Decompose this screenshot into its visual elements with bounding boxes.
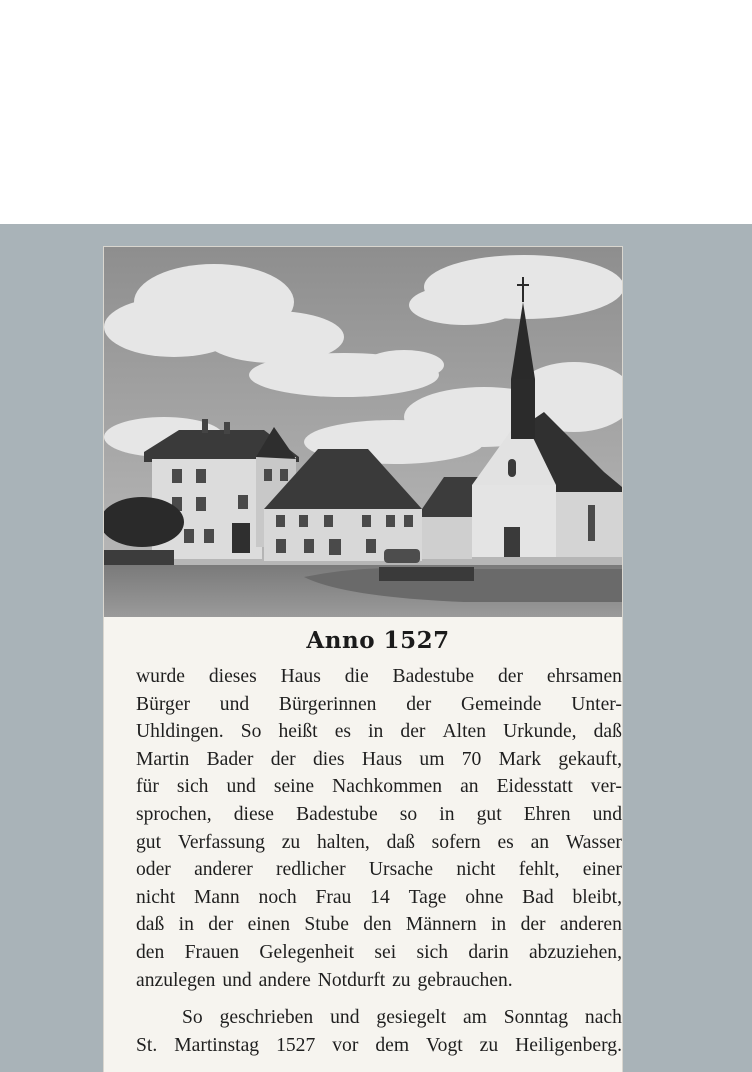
word: Heiligenberg. <box>515 1034 622 1056</box>
word: dieses <box>208 666 257 687</box>
word: Frauen <box>184 941 240 963</box>
word: darin <box>468 941 509 963</box>
word: oder <box>136 859 171 881</box>
word: Bad <box>522 886 554 908</box>
word: in <box>439 803 455 825</box>
text-line <box>136 801 622 829</box>
word: Gelegenheit <box>259 941 355 963</box>
word: die <box>344 666 369 687</box>
word: zu <box>479 1034 499 1056</box>
text-line <box>136 884 622 912</box>
caption-body <box>136 663 622 1059</box>
word: Ursache <box>368 859 434 881</box>
word: ver- <box>590 776 622 798</box>
word: daß <box>593 721 622 743</box>
word: der <box>520 914 546 936</box>
word: Mann <box>194 886 240 908</box>
word: der <box>400 721 426 743</box>
word: Uhldingen. <box>136 721 224 743</box>
text-line: anzulegen und andere Notdurft zu gebrauchen. <box>136 969 513 991</box>
word: Stube <box>304 914 349 936</box>
word: fehlt, <box>518 859 560 881</box>
text-line <box>136 939 622 967</box>
word: zu <box>281 831 301 853</box>
caption-panel <box>104 617 622 1072</box>
word: Bürger <box>136 693 191 715</box>
word: dem <box>375 1034 410 1056</box>
word: Unter- <box>571 693 622 715</box>
paragraph-2 <box>136 1004 622 1059</box>
word: Martinstag <box>174 1034 260 1056</box>
word: Sonntag <box>503 1007 569 1029</box>
word: 70 <box>461 748 482 770</box>
word: am <box>462 1007 487 1029</box>
word: geschrieben <box>219 1007 314 1029</box>
word: Verfassung <box>177 831 265 853</box>
village-photo <box>104 247 622 617</box>
word: gut <box>476 803 502 825</box>
word: ehrsamen <box>546 666 622 687</box>
word: an <box>530 831 550 853</box>
word: und <box>226 776 256 798</box>
word: gekauft, <box>558 748 622 770</box>
word: in <box>368 721 384 743</box>
word: den <box>363 914 392 936</box>
postcard <box>104 247 622 1072</box>
word: es <box>497 831 514 853</box>
car <box>384 549 420 563</box>
word: und <box>592 803 622 825</box>
word: 1527 <box>276 1034 316 1056</box>
word: einer <box>582 859 622 881</box>
word: redlicher <box>276 859 346 881</box>
word: heißt <box>278 721 318 743</box>
word: So <box>182 1007 203 1029</box>
word: Haus <box>280 666 321 687</box>
word: der <box>208 914 234 936</box>
word: bleibt, <box>572 886 622 908</box>
text-line <box>136 856 622 884</box>
photo-illustration <box>104 247 622 617</box>
word: Bürgerinnen <box>278 693 377 715</box>
word: der <box>498 666 524 687</box>
word: sich <box>176 776 209 798</box>
word: an <box>460 776 479 798</box>
word: noch <box>258 886 297 908</box>
word: und <box>219 693 250 715</box>
word: für <box>136 776 159 798</box>
word: vor <box>332 1034 359 1056</box>
word: Mark <box>498 748 542 770</box>
word: Martin <box>136 748 190 770</box>
word: den <box>136 941 165 963</box>
word: dies <box>313 748 345 770</box>
word: Nachkommen <box>332 776 443 798</box>
word: ohne <box>465 886 504 908</box>
word: halten, <box>317 831 370 853</box>
word: Haus <box>361 748 403 770</box>
word: Badestube <box>296 803 378 825</box>
word: Ehren <box>523 803 571 825</box>
word: der <box>406 693 432 715</box>
word: seine <box>273 776 315 798</box>
word: sprochen, <box>136 803 212 825</box>
word: in <box>490 914 507 936</box>
word: diese <box>233 803 274 825</box>
word: nicht <box>456 859 496 881</box>
word: gut <box>136 831 162 853</box>
word: um <box>419 748 445 770</box>
word: sich <box>416 941 449 963</box>
word: Männern <box>405 914 477 936</box>
word: wurde <box>136 666 185 687</box>
word: Wasser <box>565 831 622 853</box>
word: Frau <box>315 886 352 908</box>
word: Alten <box>442 721 487 743</box>
text-line <box>136 911 622 939</box>
word: und <box>330 1007 360 1029</box>
text-line <box>136 718 622 746</box>
word: der <box>270 748 296 770</box>
word: Bader <box>206 748 254 770</box>
text-line <box>136 1004 622 1032</box>
word: Gemeinde <box>460 693 542 715</box>
word: nach <box>584 1007 622 1029</box>
text-line <box>136 829 622 857</box>
word: Urkunde, <box>503 721 577 743</box>
text-line <box>136 691 622 719</box>
word: Badestube <box>392 666 475 687</box>
word: sofern <box>431 831 481 853</box>
word: Vogt <box>426 1034 463 1056</box>
word: St. <box>136 1034 158 1056</box>
word: einen <box>247 914 290 936</box>
word: in <box>178 914 194 936</box>
text-line <box>136 1032 622 1060</box>
caption-title: Anno 1527 <box>306 627 450 654</box>
text-line <box>136 746 622 774</box>
word: anderer <box>194 859 253 881</box>
word: nicht <box>136 886 176 908</box>
word: es <box>334 721 352 743</box>
text-line <box>136 663 622 691</box>
word: abzuziehen, <box>528 941 622 963</box>
word: Eidesstatt <box>496 776 573 798</box>
word: So <box>240 721 262 743</box>
word: so <box>399 803 418 825</box>
word: daß <box>386 831 415 853</box>
word: daß <box>136 914 165 936</box>
word: 14 <box>370 886 390 908</box>
word: anderen <box>559 914 622 936</box>
word: sei <box>374 941 397 963</box>
paragraph-1 <box>136 663 622 994</box>
text-line <box>136 773 622 801</box>
word: Tage <box>408 886 447 908</box>
word: gesiegelt <box>376 1007 447 1029</box>
